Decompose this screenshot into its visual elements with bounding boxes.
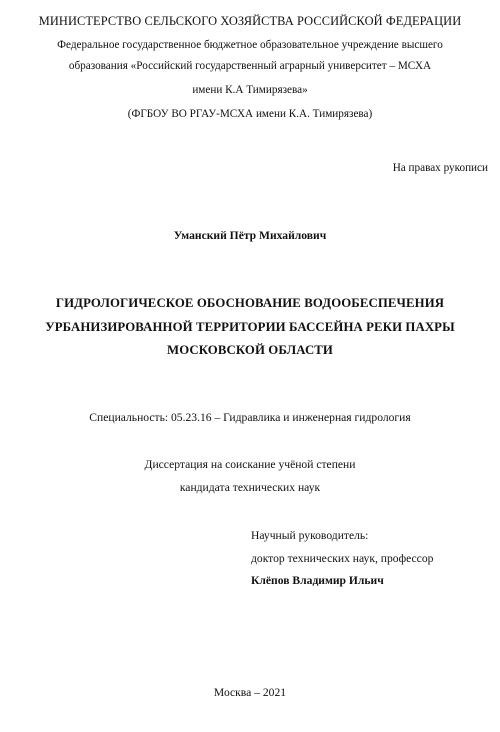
institution-line-3: имени К.А Тимирязева» bbox=[192, 84, 308, 96]
thesis-title-line-3: МОСКОВСКОЙ ОБЛАСТИ bbox=[167, 343, 333, 357]
thesis-title-line-2: УРБАНИЗИРОВАННОЙ ТЕРРИТОРИИ БАССЕЙНА РЕКИ ПАХРЫ bbox=[45, 320, 455, 334]
dissertation-line-1: Диссертация на соискание учёной степени bbox=[144, 458, 356, 471]
supervisor-degree: доктор технических наук, профессор bbox=[251, 552, 434, 565]
institution-line-2: образования «Российский государственный аграрный университет – МСХА bbox=[68, 60, 432, 72]
specialty: Специальность: 05.23.16 – Гидравлика и инженерная гидрология bbox=[89, 411, 411, 424]
manuscript-note: На правах рукописи bbox=[392, 162, 488, 174]
author-name: Уманский Пётр Михайлович bbox=[173, 229, 327, 242]
place-and-year: Москва – 2021 bbox=[213, 686, 287, 699]
supervisor-label: Научный руководитель: bbox=[251, 529, 369, 542]
dissertation-line-2: кандидата технических наук bbox=[179, 481, 321, 494]
institution-line-1: Федеральное государственное бюджетное образовательное учреждение высшего bbox=[57, 39, 443, 51]
supervisor-name: Клёпов Владимир Ильич bbox=[251, 574, 384, 587]
institution-abbreviation: (ФГБОУ ВО РГАУ-МСХА имени К.А. Тимирязева) bbox=[127, 108, 373, 120]
thesis-title-line-1: ГИДРОЛОГИЧЕСКОЕ ОБОСНОВАНИЕ ВОДООБЕСПЕЧЕНИЯ bbox=[55, 296, 445, 310]
ministry-heading: МИНИСТЕРСТВО СЕЛЬСКОГО ХОЗЯЙСТВА РОССИЙСКОЙ ФЕДЕРАЦИИ bbox=[38, 14, 462, 28]
